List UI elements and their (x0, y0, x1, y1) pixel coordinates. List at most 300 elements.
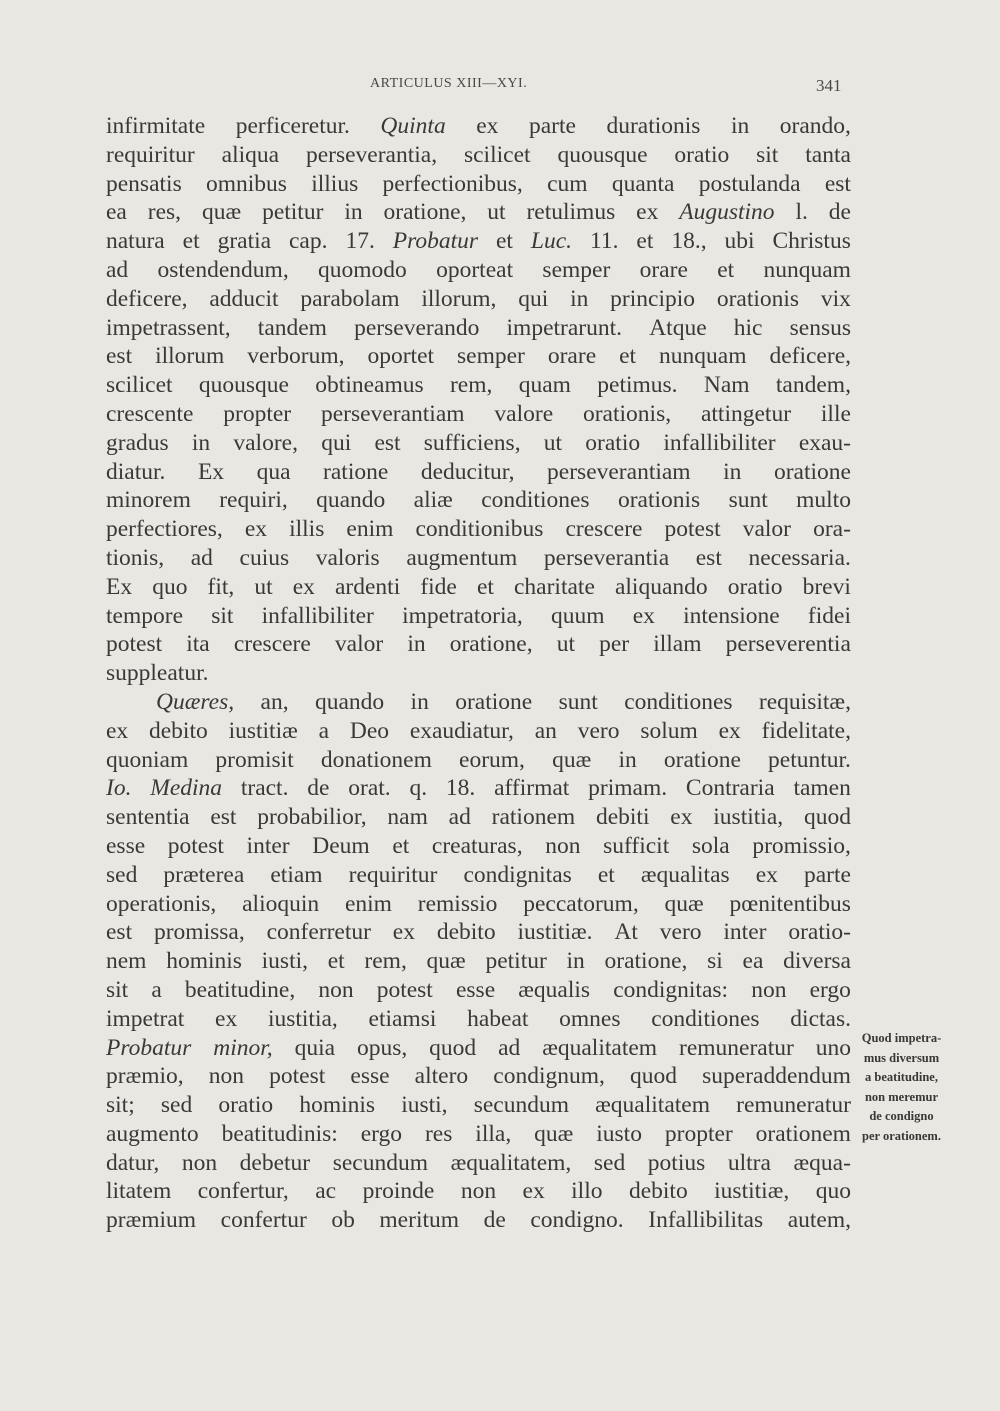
word: esse (455, 976, 496, 1003)
word: parte (528, 113, 576, 139)
word: ad (498, 1034, 521, 1061)
word: in (618, 746, 637, 773)
word: quum (551, 602, 605, 629)
word: de (307, 775, 330, 802)
word: iusti, (401, 1092, 448, 1119)
word: nunquam (763, 256, 851, 283)
word: quoniam (106, 746, 189, 773)
word: valore (494, 400, 554, 427)
word: creaturas, (431, 832, 523, 859)
word: iustitiæ, (714, 1178, 790, 1205)
word: conferretur (266, 919, 371, 946)
word: etiamsi (368, 1005, 437, 1032)
word: non (751, 976, 787, 1003)
word: deducitur, (420, 458, 515, 485)
word: Infallibilitas (648, 1207, 764, 1234)
word: quæ (664, 890, 704, 917)
text-line (106, 717, 851, 746)
word: valore, (233, 429, 298, 456)
word: aliæ (413, 487, 453, 514)
word: proinde (362, 1178, 435, 1205)
word: ob (331, 1207, 355, 1234)
word: nem (106, 948, 147, 975)
word: impetrarunt. (506, 314, 623, 341)
word: fide (420, 573, 457, 600)
word: infallibiliter (261, 602, 374, 629)
word: sit (756, 141, 779, 168)
word: debito (149, 717, 208, 744)
word: potius (647, 1149, 706, 1176)
word: oportet (367, 343, 435, 370)
word: non (208, 1063, 245, 1090)
word: oratione, (604, 948, 688, 975)
word: Contraria (685, 775, 775, 802)
word: in (723, 458, 742, 485)
word: ex (755, 861, 778, 888)
word: si (707, 948, 723, 975)
word: ex (636, 199, 659, 226)
page-number: 341 (816, 76, 842, 95)
word: in (410, 688, 429, 715)
word: potest (167, 832, 224, 859)
word: promissa, (153, 919, 245, 946)
word: secundum (473, 1092, 569, 1119)
text-line (106, 861, 851, 890)
word: Deum (312, 832, 370, 859)
word: quando (316, 487, 386, 514)
text-line (106, 285, 851, 314)
text-line (106, 486, 851, 515)
word: non (460, 1178, 497, 1205)
word: esse (350, 1063, 390, 1090)
word: infallibiliter (663, 429, 776, 456)
word: et (496, 228, 513, 255)
word: operationis, (106, 890, 217, 917)
word: scilicet (463, 141, 531, 168)
word: conditiones (624, 688, 733, 715)
word: attingetur (700, 400, 792, 427)
word: augmento (106, 1120, 199, 1147)
word: infirmitate (106, 113, 206, 139)
word: a (151, 976, 162, 1003)
word: et (182, 228, 200, 255)
word: requiri, (219, 487, 288, 514)
word: est (824, 170, 851, 197)
word: ea (106, 199, 127, 226)
word: pensatis (106, 170, 182, 197)
text-line (106, 1005, 851, 1034)
word: remissio (417, 890, 498, 917)
word: sunt (558, 688, 598, 715)
word: quam (518, 372, 571, 399)
word: parte (803, 861, 851, 888)
word: omnes (559, 1005, 621, 1032)
word: ad (448, 804, 471, 831)
word: fidei (807, 602, 851, 629)
word: æqua- (793, 1149, 851, 1176)
word: sufficit (603, 832, 670, 859)
word: oratione (455, 688, 533, 715)
word: crescere (565, 516, 643, 543)
word: quod (803, 804, 851, 831)
word: ut (487, 199, 506, 226)
word: in (566, 948, 585, 975)
word: gradus (106, 429, 169, 456)
word: remuneratur (736, 1092, 851, 1119)
text-line (106, 832, 851, 861)
word: sit; (106, 1092, 135, 1119)
word: habeat (467, 1005, 529, 1032)
word: perseverantia (543, 544, 670, 571)
word: quando (314, 688, 385, 715)
word: principio (610, 285, 695, 312)
word: valor (334, 631, 384, 658)
word: oratio- (788, 919, 851, 946)
word: aliquando (614, 573, 708, 600)
word: sola (691, 832, 730, 859)
word: dictas. (790, 1005, 851, 1032)
word: ardenti (334, 573, 401, 600)
word: uno (815, 1034, 851, 1061)
word: obtineamus (315, 372, 424, 399)
word: quousque (557, 141, 648, 168)
word: et (619, 343, 637, 370)
italic-word: Luc. (530, 228, 573, 255)
word: præmio, (106, 1063, 184, 1090)
word: ex (244, 516, 268, 543)
word: fidelitate, (761, 717, 851, 744)
word: et (476, 573, 494, 600)
word: illorum (155, 343, 225, 370)
word: oratio (218, 1092, 274, 1119)
word: est (374, 429, 401, 456)
word: eorum, (459, 746, 525, 773)
word: ex (476, 113, 499, 139)
word: debetur (239, 1149, 311, 1176)
word: debiti (595, 804, 650, 831)
word: ergo (360, 1120, 403, 1147)
word: potest (106, 631, 163, 658)
word: de (828, 199, 851, 226)
word: valor (742, 516, 792, 543)
word: hic (733, 314, 763, 341)
word: quousque (198, 372, 289, 399)
word: sensus (789, 314, 851, 341)
word: beatitudine, (184, 976, 296, 1003)
word: iusto (596, 1120, 642, 1147)
margin-note (843, 1029, 960, 1147)
word: natura (106, 228, 165, 255)
word: beatitudinis: (221, 1120, 338, 1147)
word: potest (376, 976, 433, 1003)
word: oratione (773, 458, 851, 485)
word: tandem (257, 314, 327, 341)
word: et (717, 256, 735, 283)
word: sufficiens, (423, 429, 521, 456)
margin-note-line: non meremur (864, 1089, 939, 1104)
word: Atque (649, 314, 707, 341)
body-text (106, 112, 851, 1235)
word: At (614, 919, 638, 946)
word: autem, (787, 1207, 851, 1234)
word: sunt (728, 487, 768, 514)
word: sed (160, 1092, 193, 1119)
word: conditiones (651, 1005, 760, 1032)
text-line (106, 947, 851, 976)
word: perseverentia (725, 631, 851, 658)
word: et (636, 228, 654, 255)
word: orando, (779, 113, 851, 139)
word: ille (820, 400, 851, 427)
word: crescere (233, 631, 311, 658)
word: ostendendum, (157, 256, 289, 283)
word: ex (670, 804, 693, 831)
word: exau- (798, 429, 851, 456)
word: perseverantiam (321, 400, 465, 427)
text-line (106, 515, 851, 544)
text-line (106, 198, 851, 227)
word: ad (106, 256, 129, 283)
word: impetrassent, (106, 314, 231, 341)
word: quæ (534, 1120, 574, 1147)
word: orationis, (582, 400, 672, 427)
word: durationis (606, 113, 701, 139)
word: petitur (262, 199, 324, 226)
word: propter (223, 400, 292, 427)
word: orare (639, 256, 688, 283)
word: nunquam (659, 343, 747, 370)
word: tempore (106, 602, 183, 629)
word: est (106, 919, 133, 946)
word: requiritur (348, 861, 438, 888)
word: esse (106, 832, 146, 859)
word: affirmat (494, 775, 570, 802)
text-line (106, 429, 851, 458)
word: oratione (663, 746, 741, 773)
margin-note-line: a beatitudine, (865, 1070, 938, 1085)
word: solum (640, 717, 698, 744)
word: hominis (299, 1092, 376, 1119)
word: valoris (315, 544, 380, 571)
text-line (106, 314, 851, 343)
word: enim (344, 890, 392, 917)
word: quomodo (318, 256, 407, 283)
text-line (106, 803, 851, 832)
italic-word: Quæres, (156, 688, 235, 715)
word: debito (628, 1178, 688, 1205)
word: necessaria. (748, 544, 851, 571)
margin-note-line: Quod impetra- (861, 1031, 942, 1045)
word: minorem (106, 487, 191, 514)
word: perficeretur. (235, 113, 350, 139)
word: ergo (809, 976, 851, 1003)
word: rem, (364, 948, 407, 975)
word: opus, (356, 1034, 408, 1061)
word: per (599, 631, 630, 658)
word: suppleatur. (106, 660, 209, 687)
word: iustitia, (713, 804, 784, 831)
word: Christus (772, 228, 851, 255)
word: litatem (106, 1178, 172, 1205)
word: Nam (703, 372, 750, 399)
word: cap. (289, 228, 328, 255)
word: perseverando (354, 314, 480, 341)
word: charitate (513, 573, 595, 600)
word: semper (542, 256, 611, 283)
word: æqualitas (640, 861, 730, 888)
word: perfectiores, (106, 516, 223, 543)
word: de (483, 1207, 506, 1234)
word: q. (409, 775, 428, 802)
text-line (106, 602, 851, 631)
word: in (344, 199, 363, 226)
word: l. (795, 199, 808, 226)
word: confertur, (197, 1178, 289, 1205)
word: augmentum (406, 544, 518, 571)
word: alioquin (242, 890, 320, 917)
word: quia (294, 1034, 336, 1061)
word: orare (547, 343, 597, 370)
word: oratio (727, 573, 783, 600)
word: hominis (166, 948, 242, 975)
word: 18. (445, 775, 476, 802)
word: remuneratur (679, 1034, 794, 1061)
text-line (106, 141, 851, 170)
word: quod (630, 1063, 678, 1090)
text-line (106, 659, 851, 688)
word: condigno. (530, 1207, 624, 1234)
word: ad (190, 544, 213, 571)
word: Ex (106, 573, 133, 600)
word: secundum (332, 1149, 428, 1176)
italic-word: Probatur (392, 228, 479, 255)
word: exaudiatur, (409, 717, 514, 744)
italic-word: Io. (106, 775, 132, 802)
word: probabilior, (257, 804, 367, 831)
word: 18., (671, 228, 707, 255)
word: tanta (805, 141, 851, 168)
word: superaddendum (702, 1063, 851, 1090)
word: rem, (449, 372, 493, 399)
word: æqualitatem (542, 1034, 658, 1061)
word: deficere, (769, 343, 851, 370)
word: ut (556, 631, 575, 658)
word: ac (315, 1178, 337, 1205)
word: debito (436, 919, 496, 946)
text-line (106, 1034, 851, 1063)
word: oratio (674, 141, 730, 168)
word: illius (311, 170, 359, 197)
word: in (730, 113, 750, 139)
word: fit, (207, 573, 235, 600)
word: ex (106, 717, 129, 744)
word: præmium (106, 1207, 197, 1234)
word: datur, (106, 1149, 160, 1176)
word: qua (256, 458, 291, 485)
text-line (106, 976, 851, 1005)
word: æqualitatem (595, 1092, 710, 1119)
word: a (318, 717, 330, 744)
word: ex (718, 717, 741, 744)
word: tamen (793, 775, 851, 802)
italic-word: Quinta (380, 113, 446, 139)
word: ratione (323, 458, 389, 485)
word: meritum (379, 1207, 460, 1234)
word: vero (659, 919, 702, 946)
text-line (106, 371, 851, 400)
word: oratione, (449, 631, 533, 658)
word: ut (543, 429, 563, 456)
word: requisitæ, (758, 688, 851, 715)
text-line (106, 458, 851, 487)
word: impetratoria, (402, 602, 523, 629)
text-line (106, 1062, 851, 1091)
text-line (106, 1120, 851, 1149)
italic-word: Probatur (106, 1034, 192, 1061)
word: iustitiæ (228, 717, 298, 744)
word: promisit (215, 746, 294, 773)
word: nam (387, 804, 428, 831)
word: quæ (426, 948, 466, 975)
word: condignitas: (613, 976, 729, 1003)
word: 17. (345, 228, 375, 255)
text-line (106, 112, 851, 141)
text-line (106, 400, 851, 429)
word: res (424, 1120, 453, 1147)
word: enim (346, 516, 394, 543)
italic-word: Augustino (679, 199, 775, 226)
word: sententia (106, 804, 190, 831)
word: quæ (201, 199, 242, 226)
text-line (106, 746, 851, 775)
word: diatur. (106, 458, 166, 485)
text-line (106, 256, 851, 285)
word: crescente (106, 400, 194, 427)
word: orationis (617, 487, 701, 514)
word: oporteat (436, 256, 514, 283)
word: primam. (588, 775, 668, 802)
text-line (106, 890, 851, 919)
word: peccatorum, (523, 890, 639, 917)
word: parabolam (300, 285, 400, 312)
word: quo (815, 1178, 851, 1205)
word: multo (796, 487, 851, 514)
word: confertur (220, 1207, 307, 1234)
word: ut (254, 573, 273, 600)
word: illo (571, 1178, 603, 1205)
word: sit (211, 602, 234, 629)
word: quod (429, 1034, 477, 1061)
word: ex (522, 1178, 545, 1205)
word: retulimus (526, 199, 616, 226)
word: potest (664, 516, 721, 543)
word: in (570, 285, 589, 312)
word: ubi (724, 228, 755, 255)
word: quæ (552, 746, 592, 773)
word: non (318, 976, 354, 1003)
text-line (106, 630, 851, 659)
word: quo (152, 573, 188, 600)
word: semper (457, 343, 525, 370)
word: donationem (320, 746, 432, 773)
word: tionis, (106, 544, 165, 571)
word: Ex (197, 458, 225, 485)
text-line (106, 544, 851, 573)
word: orationis (716, 285, 800, 312)
word: illa, (475, 1120, 512, 1147)
text-line (106, 918, 851, 947)
word: condignitas (463, 861, 572, 888)
